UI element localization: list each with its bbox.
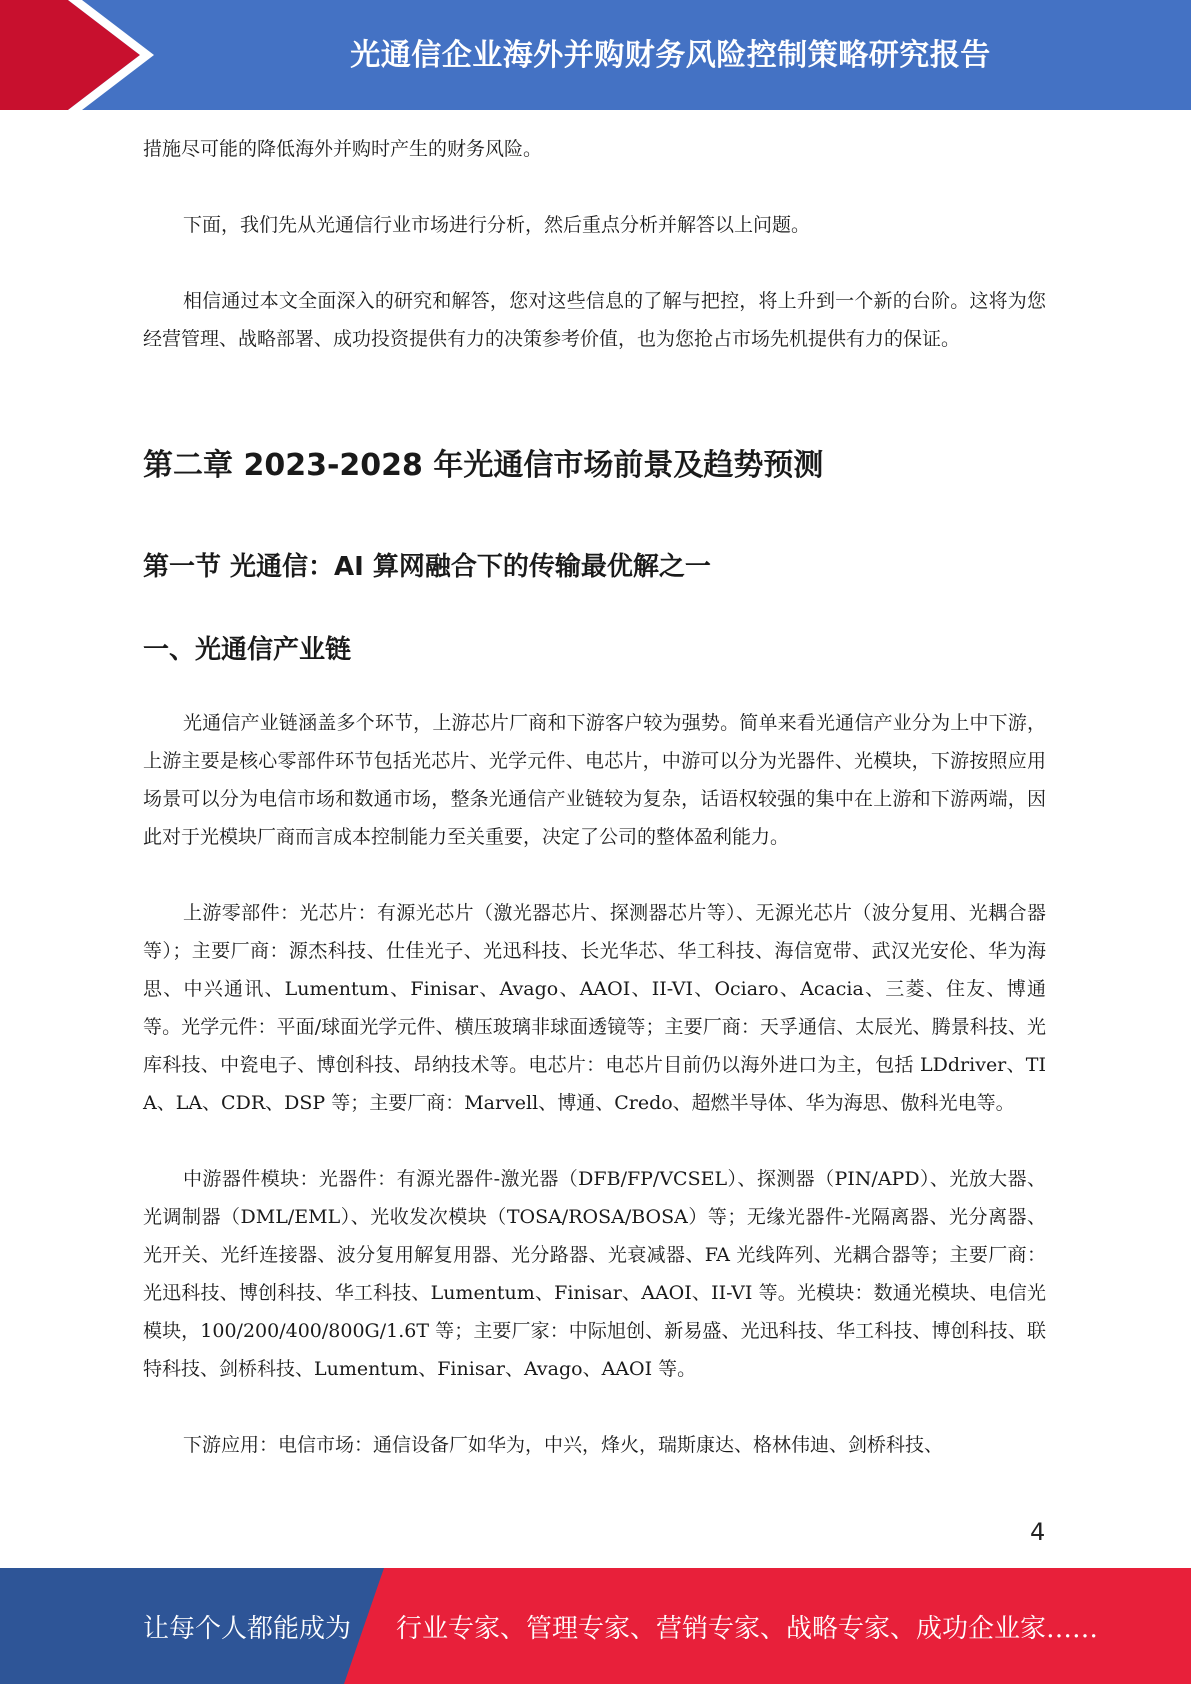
paragraph: 下面，我们先从光通信行业市场进行分析，然后重点分析并解答以上问题。 bbox=[183, 214, 811, 236]
page-footer-banner bbox=[0, 1568, 1191, 1684]
page-body-continued bbox=[143, 704, 1046, 1464]
chapter-heading: 第二章 2023-2028 年光通信市场前景及趋势预测 bbox=[143, 448, 824, 483]
page-body bbox=[143, 130, 1046, 358]
paragraph: 上游零部件：光芯片：有源光芯片（激光器芯片、探测器芯片等）、无源光芯片（波分复用、光耦合器等）；主要厂商：源杰科技、仕佳光子、光迅科技、长光华芯、华工科技、海信宽带、武汉光安伦、华为海思、中兴通讯、Lumentum、Finisar、Avago、AAOI、II-VI、Ociaro、Acacia、三菱、住友、博通等。光学元件：平面/球面光学元件、横压玻璃非球面透镜等；主要厂商：天孚通信、太辰光、腾景科技、光库科技、中瓷电子、博创科技、昂纳技术等。电芯片：电芯片目前仍以海外进口为主，包括 LDdriver、TIA、LA、CDR、DSP 等；主要厂商：Marvell、博通、Credo、超燃半导体、华为海思、傲科光电等。 bbox=[143, 902, 1046, 1114]
page-number: 4 bbox=[1030, 1518, 1046, 1546]
report-title: 光通信企业海外并购财务风险控制策略研究报告 bbox=[350, 38, 991, 73]
page-header-banner bbox=[0, 0, 1191, 110]
paragraph: 相信通过本文全面深入的研究和解答，您对这些信息的了解与把控，将上升到一个新的台阶。这将为您经营管理、战略部署、成功投资提供有力的决策参考价值，也为您抢占市场先机提供有力的保证。 bbox=[143, 290, 1046, 350]
paragraph: 中游器件模块：光器件：有源光器件-激光器（DFB/FP/VCSEL）、探测器（PIN/APD）、光放大器、光调制器（DML/EML）、光收发次模块（TOSA/ROSA/BOSA）等；无缘光器件-光隔离器、光分离器、光开关、光纤连接器、波分复用解复用器、光分路器、光衰减器、FA 光线阵列、光耦合器等；主要厂商：光迅科技、博创科技、华工科技、Lumentum、Finisar、AAOI、II-VI 等。光模块：数通光模块、电信光模块，100/200/400/800G/1.6T 等；主要厂家：中际旭创、新易盛、光迅科技、华工科技、博创科技、联特科技、剑桥科技、Lumentum、Finisar、Avago、AAOI 等。 bbox=[143, 1168, 1046, 1380]
paragraph: 措施尽可能的降低海外并购时产生的财务风险。 bbox=[143, 138, 543, 160]
subsection-heading: 一、光通信产业链 bbox=[143, 635, 352, 665]
footer-slogan-right: 行业专家、管理专家、营销专家、战略专家、成功企业家…… bbox=[396, 1613, 1099, 1644]
paragraph: 下游应用：电信市场：通信设备厂如华为，中兴，烽火，瑞斯康达、格林伟迪、剑桥科技、 bbox=[183, 1434, 944, 1456]
section-heading: 第一节 光通信：AI 算网融合下的传输最优解之一 bbox=[143, 552, 711, 582]
paragraph: 光通信产业链涵盖多个环节，上游芯片厂商和下游客户较为强势。简单来看光通信产业分为上中下游，上游主要是核心零部件环节包括光芯片、光学元件、电芯片，中游可以分为光器件、光模块，下游按照应用场景可以分为电信市场和数通市场，整条光通信产业链较为复杂，话语权较强的集中在上游和下游两端，因此对于光模块厂商而言成本控制能力至关重要，决定了公司的整体盈利能力。 bbox=[143, 712, 1046, 848]
footer-slogan-left: 让每个人都能成为 bbox=[143, 1613, 352, 1644]
